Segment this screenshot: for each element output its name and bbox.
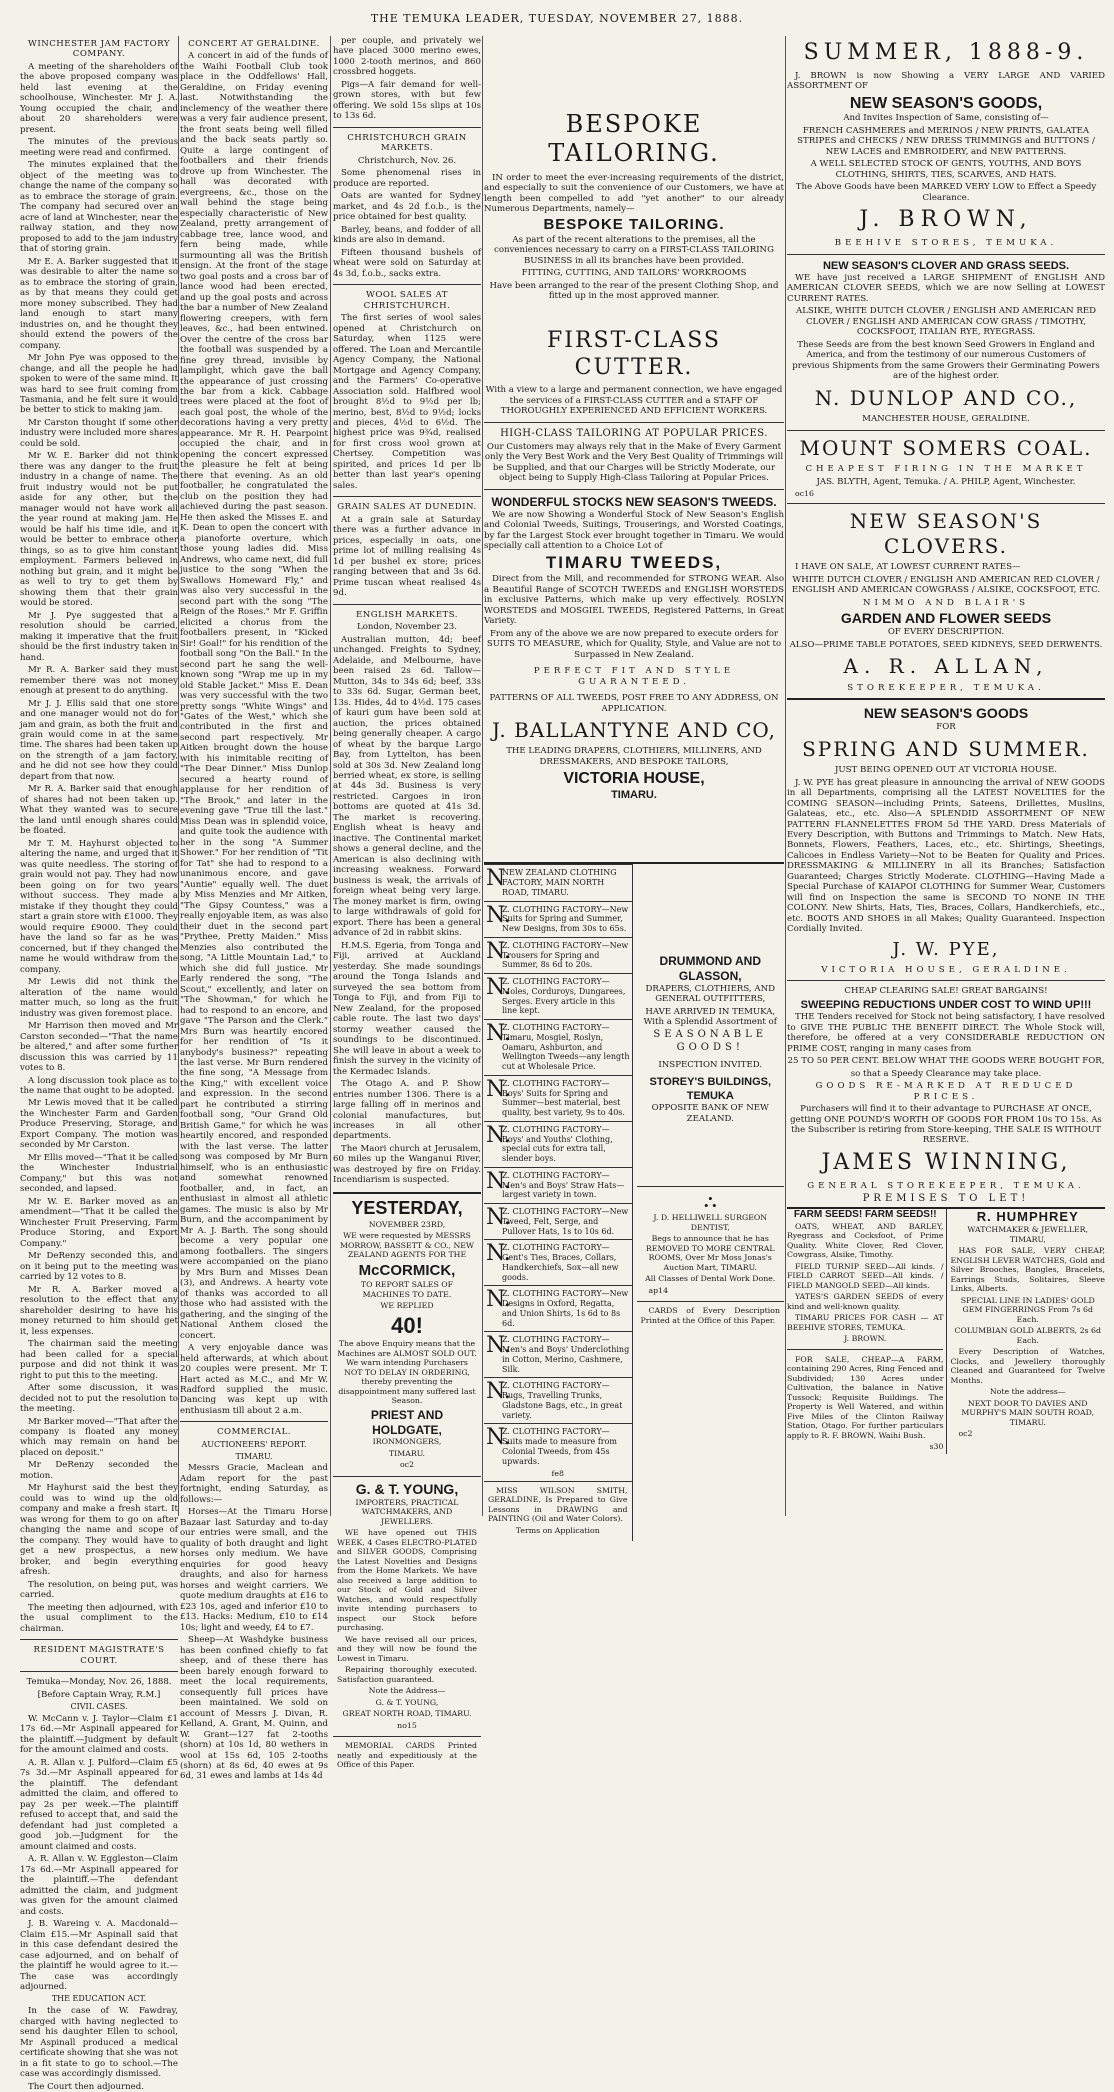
ad-code: s30 <box>929 1442 944 1452</box>
nz-factory-item-text: Z. CLOTHING FACTORY—Boys' and Youths' Clothing, special cuts for extra tall, slender boys. <box>502 1124 613 1164</box>
ad-headline: SUMMER, 1888-9. <box>803 40 1089 65</box>
ad-text: 25 TO 50 PER CENT. BELOW WHAT THE GOODS WERE BOUGHT FOR, <box>787 1056 1105 1067</box>
ad-firm: J. D. HELLIWELL SURGEON DENTIST, <box>653 1213 768 1232</box>
ad-text: OPPOSITE BANK OF NEW ZEALAND. <box>651 1103 769 1124</box>
ad-firm: A. R. ALLAN, <box>843 654 1049 679</box>
ad-text: FOR <box>936 722 956 733</box>
article-paragraph: Mr Harrison then moved and Mr Carston seconded—"That the name be altered," and after some further discussion this was carried by 11 votes to 8. <box>20 1021 178 1074</box>
ad-title: G. & T. YOUNG, <box>355 1480 459 1497</box>
divider <box>787 430 1105 431</box>
ad-text: INSPECTION INVITED. <box>658 1059 763 1070</box>
ad-headline: NEW SEASON'S CLOVERS. <box>849 509 1043 558</box>
divider <box>787 980 1105 981</box>
article-paragraph: Mr DeRenzy seconded the motion. <box>20 1460 178 1481</box>
ad-headline: TIMARU TWEEDS, <box>545 553 723 573</box>
ad-text: The above Enquiry means that the Machines are ALMOST SOLD OUT. We warn intending Purchasers NOT TO DELAY IN ORDERING, thereby preventing the disappointment many suffered last Season. <box>337 1339 477 1406</box>
ad-text: SPECIAL LINE IN LADIES' GOLD GEM FINGERRINGS From 7s 6d Each. <box>960 1295 1095 1324</box>
ad-text: CARDS of Every Description Printed at the Office of this Paper. <box>640 1306 780 1325</box>
dropcap: N. <box>486 1379 511 1405</box>
ad-text: IRONMONGERS, <box>372 1437 442 1447</box>
nz-factory-item-text: Z. CLOTHING FACTORY—New Suits for Spring and Summer, New Designs, from 30s to 65s. <box>502 904 629 934</box>
dateline: Temuka—Monday, Nov. 26, 1888. <box>26 1677 172 1688</box>
ad-headline: NEW SEASON'S CLOVER AND GRASS SEEDS. <box>822 259 1070 272</box>
ad-text: HAS FOR SALE, VERY CHEAP, ENGLISH LEVER WATCHES, Gold and Silver Brooches, Bangles, Bracelets, Earrings Studs, Solitaires, Sleeve Links, Alberts. <box>950 1246 1105 1294</box>
nz-factory-item-text: Z. CLOTHING FACTORY—Boys' Suits for Spring and Summer—best material, best quality, best variety, 9s to 40s. <box>502 1078 625 1118</box>
ad-text: All Classes of Dental Work Done. <box>645 1274 776 1284</box>
court-case: W. McCann v. J. Taylor—Claim £1 17s 6d.—Mr Aspinall appeared for the plaintiff.—Judgment by default for the amount claimed and costs. <box>20 1713 178 1756</box>
nz-factory-item-text: Z. CLOTHING FACTORY—New Trousers for Spring and Summer, 8s 6d to 20s. <box>502 940 629 970</box>
article-paragraph: A concert in aid of the funds of the Waihi Football Club took place in the Oddfellows' Hall, Geraldine, on Friday evening last. Notwithstanding the inclemency of the weather there was a very fair audience present, the front seats being well filled and the back seats partly so. Quite a large contingent of footballers and their friends drove up from Winchester. The hall was decorated with evergreens, &c., those on the wall behind the stage being especially characteristic of New Zealand, pretty arrangement of cabbage tree, lance wood, and fern being made, while surmounting all was the British ensign. At the front of the stage two goal posts and a cross bar of lance wood had been erected, and up the goal posts and across the bar a number of New Zealand flowering creepers, with fern leaves, &c., had been entwined. Over the centre of the cross bar the football was suspended by a fine grey thread, invisible by lamplight, which gave the ball the appearance of just crossing the bar from a kick. Cabbage trees were placed at the foot of each goal post, the whole of the decorations having a very pretty appearance. Mr R. H. Pearpoint occupied the chair, and in opening the concert expressed the pleasure he felt at being there that evening. As an old footballer, he congratulated the club on the position they had achieved during the past season. He then asked the Misses E. and K. Dean to open the concert with a pianoforte overture, which those young ladies did. Miss Andrews, who came next, did full justice to the song "When the Swallows Homeward Fly," and was also very successful in the second part with the song "The Reign of the Roses." Mr F. Griffin elicited a chorus from the footballers present, in "Kicked Sir! Goal!" for his rendition of the football song "On the Ball." In the second part he sang the well-known song "Wrap me up in my old Stable Jacket." Miss E. Dean was very successful with the two pretty songs "White Wings" and "Gates of the West," which she contributed in the first and second part respectively. Mr Aitken brought down the house with his inimitable reciting of "The Dear Dinner." Miss Dunlop secured a hearty round of applause for her rendition of "The Brook," and later in the evening gave "True till the last." Miss Dean was in splendid voice, and quite took the audience with her in the song "A Summer Shower." For her rendition of "Tit for Tat" she had to respond to a unanimous encore, and gave "Auntie" equally well. The duet by Miss Menzies and Mr Aitken, "The Gipsy Countess," was a really enjoyable item, as was also their duet in the second part "Prythee, Pretty Maiden." Miss Menzies also contributed the song, "A Little Mountain Lad," to which she did full justice. Mr Early rendered the song, "The Scout," excellently, and later on "The Showman," for which he had to respond to an encore, and gave "The Parson and the Clerk." Mrs Burn was heartily encored for her rendition of "Is it anybody's business?" repeating the last verse. Mr Burn rendered the fine song, "A Message from the King," with excellent voice and expression. In the second part he contributed a stirring football song, "Our Grand Old British Game," for which he was heartily encored, and responded with the last verse. The latter song was composed by Mr Burn himself, who is an enthusiastic and somewhat renowned footballer, and, in fact, an enthusiast in almost all athletic games. The music is also by Mr Burn, and the accompaniment by Mr A. J. Barth. The song should become a very popular one among footballers. The singers were accompanied on the piano by Mrs Burn and Misses Dean (3), and Andrews. A hearty vote of thanks was accorded to all those who had assisted with the gathering, and the singing of the National Anthem closed the concert. <box>180 51 328 1341</box>
ad-firm: JAMES WINNING, <box>821 1149 1071 1175</box>
ad-title: YESTERDAY, <box>351 1197 463 1218</box>
divider <box>333 496 481 497</box>
ad-text: PREMISES TO LET! <box>862 1193 1030 1205</box>
ad-code: oc2 <box>958 1429 973 1439</box>
nz-factory-item <box>484 1377 632 1423</box>
dateline: Christchurch, Nov. 26. <box>357 155 457 166</box>
ad-text: G. & T. YOUNG, <box>375 1697 439 1707</box>
nz-factory-item <box>484 1423 632 1469</box>
ad-town: TIMARU. <box>611 788 657 801</box>
article-paragraph: Mr T. M. Hayhurst objected to altering the name, and urged that it was quite needless. The storing of grain would not pay. They had now been going on for two years without success. They made a mistake if they thought they could start a grain store with £1000. They would require £9000. They could have the land so far as he was concerned, but if they changed the name he would withdraw from the company. <box>20 838 178 975</box>
ad-text: NEXT DOOR TO DAVIES AND MURPHY'S MAIN SOUTH ROAD, TIMARU. <box>961 1398 1095 1427</box>
ad-text: We have revised all our prices, and they will now be found the Lowest in Timaru. <box>337 1634 477 1663</box>
ad-text: CHEAPEST FIRING IN THE MARKET <box>805 464 1087 475</box>
divider <box>787 698 1105 700</box>
article-paragraph: Mr Hayhurst said the best they could was to wind up the old company and make a fresh start. It was wrong for them to go on after changing the name and scope of the company. They would have to get a new prospectus, a new broker, and begin everything afresh. <box>20 1483 178 1578</box>
ad-firm: J. BALLANTYNE AND CO, <box>491 718 777 743</box>
article-heading: GRAIN SALES AT DUNEDIN. <box>337 502 477 513</box>
article-paragraph: H.M.S. Egeria, from Tonga and Fiji, arrived at Auckland yesterday. She made soundings around the Tonga Islands and surveyed the sea bottom from Tonga to Fiji, and from Fiji to New Zealand, for the proposed cable route. The last two days' stormy weather caused the soundings to be discontinued. She will leave in about a week to finish the survey in the vicinity of the Kermadec Islands. <box>333 940 481 1077</box>
ad-text: SEASONABLE GOODS! <box>653 1029 768 1053</box>
dropcap: N. <box>486 1168 511 1194</box>
section-heading: COMMERCIAL. <box>216 1427 292 1438</box>
article-paragraph: A very enjoyable dance was held afterwards, at which about 20 couples were present. Mr T. Hart acted as M.C., and Mr W. Radford supplied the music. Dancing was kept up with enthusiasm till about 2 a.m. <box>180 1343 328 1416</box>
ad-text: Note the address— <box>989 1387 1066 1397</box>
advertisement-mccormick <box>333 1192 481 1476</box>
nz-factory-item <box>484 1167 632 1203</box>
ad-text: so that a Speedy Clearance may take place. <box>850 1068 1042 1079</box>
humphrey-ad <box>947 1209 1105 1453</box>
ad-text: PERFECT FIT AND STYLE GUARANTEED. <box>533 666 735 687</box>
column-1 <box>20 36 178 2092</box>
ad-text: THE LEADING DRAPERS, CLOTHIERS, MILLINERS, AND DRESSMAKERS, AND BESPOKE TAILORS, <box>506 746 762 767</box>
nz-factory-item-text: Z. CLOTHING FACTORY—Gent's Ties, Braces, Collars, Handkerchiefs, Sox—all new goods. <box>502 1243 619 1282</box>
ad-text: IN order to meet the ever-increasing requirements of the district, and especially to suit the convenience of our Customers, we have at length been compelled to add "yet another" to our already Numerous Departments, namely— <box>484 172 784 214</box>
ad-text: Begs to announce that he has REMOVED TO MORE CENTRAL ROOMS, Over Mr Moss Jonas's Auction Mart, TIMARU. <box>645 1234 775 1272</box>
ad-text: JAS. BLYTH, Agent, Temuka. / A. PHILP, Agent, Winchester. <box>816 476 1076 487</box>
ad-text: COLUMBIAN GOLD ALBERTS, 2s 6d Each. <box>954 1326 1101 1345</box>
ad-text: MANCHESTER HOUSE, GERALDINE. <box>862 414 1030 425</box>
court-case: In the case of W. Fawdray, charged with having neglected to send his daughter Ellen to school, Mr Aspinall produced a medical certificate showing that she was not in a fit state to go to school.—The case was accordingly dismissed. <box>20 2006 178 2080</box>
ad-text: Direct from the Mill, and recommended for STRONG WEAR. Also a Beautiful Range of SCOTCH TWEEDS and ENGLISH WORSTEDS in exclusive Patterns, which make up very effectively. ROSLYN WORSTEDS and MOSGIEL TWEEDS, Registered Patterns, in Great Variety. <box>484 574 784 627</box>
article-paragraph: Mr R. A. Barker said they must remember there was not money enough at present to do anything. <box>20 665 178 697</box>
article-heading: CHRISTCHURCH GRAIN MARKETS. <box>347 132 467 154</box>
ad-code: ap14 <box>648 1285 669 1295</box>
article-paragraph: Mr Barker moved—"That after the company is floated any money which may remain on hand be placed on deposit." <box>20 1416 178 1458</box>
ad-text: HAVE ARRIVED IN TEMUKA, With a Splendid Assortment of <box>643 1006 777 1027</box>
nz-factory-item <box>484 1203 632 1239</box>
article-paragraph: The minutes of the previous meeting were read and confirmed. <box>20 137 178 158</box>
divider <box>484 489 784 490</box>
nz-factory-list <box>484 901 632 1470</box>
dropcap: N. <box>486 975 511 1001</box>
ad-text: IMPORTERS, PRACTICAL WATCHMAKERS, AND JEWELLERS. <box>355 1497 459 1526</box>
article-paragraph: Sheep—At Washdyke business has been confined chiefly to fat sheep, and of these there has been barely enough forward to meet the local requirements, consequently full prices have been maintained. We sold on account of Messrs J. Divan, R. Kelland, A. Grant, M. Quinn, and W. Grant—127 fat 2-tooths (shorn) at 10s 1d, 80 wethers in wool at 15s 6d, 105 2-tooths (shorn) at 8s 6d, 40 ewes at 9s 6d, 31 ewes and lambs at 14s 4d <box>180 1635 328 1782</box>
dropcap: N. <box>486 1205 511 1231</box>
article-paragraph: Pigs—A fair demand for well-grown stores, with but few offering. We sold 15s slips at 10s to 13s 6d. <box>333 79 481 122</box>
nz-factory-item-text: Z. CLOTHING FACTORY—New Designs in Oxford, Regatta, and Union Shirts, 1s 6d to 8s 6d. <box>502 1289 629 1328</box>
court-case: A. R. Allan v. J. Pulford—Claim £5 7s 3d.—Mr Aspinall appeared for the plaintiff. The defendant admitted the claim, and offered to pay 2s per week.—The plaintiff refused to accept that, and said the defendant had just completed a good job.—Judgment for the amount claimed and costs. <box>20 1757 178 1852</box>
ad-text: OF EVERY DESCRIPTION. <box>887 627 1005 638</box>
nz-factory-item-text: Z. CLOTHING FACTORY—Moles, Corduroys, Dungarees, Serges. Every article in this line kept. <box>502 977 626 1016</box>
farm-seeds-ad <box>787 1209 947 1453</box>
ad-signature: J. BROWN. <box>844 1334 887 1344</box>
dropcap: N <box>486 866 506 892</box>
article-paragraph: Mr R. A. Barker said that enough of shares had not been taken up. What they wanted was to secure the land until enough shares could be floated. <box>20 784 178 837</box>
ad-text: BEEHIVE STORES, TEMUKA. <box>834 238 1058 249</box>
ad-headline: FIRST-CLASS CUTTER. <box>547 327 721 380</box>
ad-text: Purchasers will find it to their advantage to PURCHASE AT ONCE, getting ONE POUND'S WORTH OF GOODS FOR FROM 10s TO 15s. As the Subscriber is retiring from Store-keeping, THE SALE IS WITHOUT RESERVE. <box>790 1104 1102 1146</box>
section-subheading: THE EDUCATION ACT. <box>51 1994 147 2004</box>
ad-text: STOREKEEPER, TEMUKA. <box>847 682 1045 693</box>
ad-brand: McCORMICK, <box>358 1261 456 1279</box>
helliwell-ad <box>637 1186 785 1301</box>
ad-text: TO REPORT SALES OF MACHINES TO DATE. <box>360 1280 454 1299</box>
ad-text: MEMORIAL CARDS Printed neatly and expeditiously at the Office of this Paper. <box>337 1741 477 1770</box>
ad-firm: STOREY'S BUILDINGS, TEMUKA <box>649 1076 772 1102</box>
ad-text: ALSO—PRIME TABLE POTATOES, SEED KIDNEYS, SEED DERWENTS. <box>789 639 1103 650</box>
divider <box>787 503 1105 504</box>
article-paragraph: Mr Carston thought if some other industry were included more shares could be sold. <box>20 417 178 449</box>
dropcap: N. <box>486 938 511 964</box>
divider <box>20 1639 178 1640</box>
divider <box>484 422 784 423</box>
ad-firm: N. DUNLOP AND CO., <box>814 385 1078 410</box>
article-paragraph: Mr E. A. Barker suggested that it was desirable to alter the name so as to embrace the storing of grain, as by that means they could get more money subscribed. They had land enough to start many industries on, and he thought they should extend the powers of the company. <box>20 256 178 351</box>
ad-text: J. BROWN is now Showing a VERY LARGE AND VARIED ASSORTMENT OF <box>787 70 1105 92</box>
dropcap: N. <box>486 1122 511 1148</box>
column-divider <box>178 36 179 1516</box>
lower-ads <box>484 862 784 1541</box>
ad-headline: SPRING AND SUMMER. <box>802 736 1090 761</box>
ad-text: VICTORIA HOUSE, GERALDINE. <box>821 964 1071 975</box>
tooth-icon: ⛬ <box>703 1191 717 1213</box>
ad-text: Our Customers may always rely that in the Make of Every Garment only the Very Best Work and the Very Best Quality of Trimmings will be Supplied, and that our Charges will be Strictly Moderate, our object being to Supply High-Class Tailoring at Popular Prices. <box>484 441 784 484</box>
ad-firm: PRIEST AND HOLDGATE, <box>370 1407 444 1437</box>
divider <box>180 1421 328 1422</box>
article-paragraph: The resolution, on being put, was carried. <box>20 1579 178 1601</box>
ad-code: oc2 <box>399 1460 415 1470</box>
ad-headline: NEW SEASON'S GOODS <box>863 705 1029 722</box>
dropcap: N. <box>486 902 511 928</box>
article-paragraph: The Maori church at Jerusalem, 60 miles up the Wanganui River, was destroyed by fire on Friday. Incendiarism is suspected. <box>333 1143 481 1186</box>
ad-headline: SWEEPING REDUCTIONS UNDER COST TO WIND UP!!! <box>800 998 1092 1011</box>
ad-headline: NEW SEASON'S GOODS, <box>849 94 1043 112</box>
ad-text: WE have just received a LARGE SHIPMENT of ENGLISH AND AMERICAN CLOVER SEEDS, which we are now Selling at LOWEST CURRENT RATES. <box>787 272 1105 304</box>
ad-text: Repairing thoroughly executed. Satisfaction guaranteed. <box>337 1665 477 1684</box>
article-heading: WOOL SALES AT CHRISTCHURCH. <box>363 290 451 311</box>
nz-factory-item <box>484 1239 632 1285</box>
column-3 <box>333 36 481 1770</box>
section-subheading: TIMARU. <box>235 1451 273 1461</box>
divider <box>333 127 481 128</box>
ad-text: GENERAL STOREKEEPER, TEMUKA. <box>807 1180 1085 1191</box>
ad-headline: MOUNT SOMERS COAL. <box>799 435 1093 460</box>
ad-firm: J. BROWN, <box>859 207 1033 233</box>
article-paragraph: Mr Lewis did not think the alteration of the name would matter much, so long as the fruit industry was given foremost place. <box>20 977 178 1019</box>
ad-text: Every Description of Watches, Clocks, and Jewellery thoroughly Cleaned and Guaranteed for Twelve Months. <box>950 1347 1105 1385</box>
ad-text: NIMMO AND BLAIR'S <box>863 597 1029 608</box>
ad-firm: J. W. PYE, <box>892 938 1000 960</box>
article-paragraph: Horses—At the Timaru Horse Bazaar last Saturday and to-day our entries were small, and the quality of both draught and light horses only medium. We have enquiries for good heavy draughts, and also for harness horses and weight carriers. We quote medium draughts at £16 to £23 10s, aged and inferior £10 to £13. Hacks: Medium, £10 to £14 10s; light and weedy, £4 to £7. <box>180 1507 328 1633</box>
dropcap: N. <box>486 1287 511 1313</box>
ad-subheadline: BESPOKE TAILORING. <box>543 216 725 234</box>
article-paragraph: Oats are wanted for Sydney market, and 4s 2d f.o.b., is the price obtained for best quality. <box>333 191 481 223</box>
ad-code: no15 <box>397 1720 417 1730</box>
ad-text: We are now Showing a Wonderful Stock of New Season's English and Colonial Tweeds, Suitings, Trouserings, and Worsted Coatings, by far the Largest Stock ever brought together in Timaru. We would specially call attention to a Choice Lot of <box>484 509 784 551</box>
article-paragraph: At a grain sale at Saturday there was a further advance in prices, especially in oats, one prime lot of milling realising 4s 1d per bushel ex store; prices ranging between that and 3s 6d. Prime tuscan wheat realised 4s 9d. <box>333 514 481 599</box>
dropcap: N. <box>486 1333 511 1359</box>
ad-headline: GARDEN AND FLOWER SEEDS <box>840 610 1052 627</box>
ad-code: fe8 <box>551 1469 564 1479</box>
ad-list: WHITE DUTCH CLOVER / ENGLISH AND AMERICAN RED CLOVER / ENGLISH AND AMERICAN COWGRASS / ALSIKE, COCKSFOOT, ETC. <box>791 574 1101 596</box>
ad-text: Note the Address— <box>368 1686 446 1696</box>
nz-factory-item <box>484 1285 632 1331</box>
ad-list: FIELD TURNIP SEED—All kinds. / FIELD CARROT SEED—All kinds. / FIELD MANGOLD SEED—All kinds. <box>787 1261 944 1290</box>
article-paragraph: After some discussion, it was decided not to put the resolution to the meeting. <box>20 1383 178 1415</box>
ad-headline: HIGH-CLASS TAILORING AT POPULAR PRICES. <box>500 427 768 439</box>
article-paragraph: The Court then adjourned. <box>28 2081 144 2092</box>
ad-text: With a view to a large and permanent connection, we have engaged the services of a FIRST-CLASS CUTTER and a STAFF OF THOROUGHLY EXPERIENCED AND EFFICIENT WORKERS. <box>485 385 783 417</box>
advertisement-young <box>333 1476 481 1737</box>
article-paragraph: Mr DeRenzy seconded this, and on it being put to the meeting was carried by 12 votes to 8. <box>20 1251 178 1283</box>
ad-firm: VICTORIA HOUSE, <box>563 770 705 788</box>
article-paragraph: A long discussion took place as to the name that ought to be adopted. <box>20 1075 178 1096</box>
article-paragraph: The first series of wool sales opened at Christchurch on Saturday, when 1125 were offered. The Loan and Mercantile Agency Company, the National Mortgage and Agency Company, and the Farmers' Co-operative Association sold. Halfbred wool brought 8½d to 9½d per lb; merino, best, 8½d to 9½d; locks and pieces, 4½d to 6½d. The highest price was 9¾d, realised for first cross wool grown at Chertsey. Competition was spirited, and prices 1d per lb better than last year's opening sales. <box>333 313 481 491</box>
ad-date: NOVEMBER 23RD, <box>368 1219 446 1229</box>
ad-firm: DRUMMOND AND GLASSON, <box>659 954 762 983</box>
ad-text: J. W. PYE has great pleasure in announcing the arrival of NEW GOODS in all Departments, comprising all the LATEST NOVELTIES for the COMING SEASON—including Prints, Sateens, Drillettes, Muslins, Galateas, etc., etc. Also—A SPLENDID ASSORTMENT OF NEW PATTERN FLANNELETTES FROM 5d THE YARD. Dress Materials of Every Description, with Buttons and Trimmings to Match. New Hats, Bonnets, Flowers, Feathers, Laces, etc., etc. Shirtings, Sheetings, Calicoes in Endless Variety—Not to be Beaten for Quality and Prices. DRESSMAKING & MILLINERY in all its Branches; Satisfaction Guaranteed; Charges Strictly Moderate. CLOTHING—Having Made a Special Purchase of KAIAPOI CLOTHING for Summer Wear, Customers will find on Inspection the same is SECOND TO NONE IN THE COLONY. New Shirts, Hats, Ties, Braces, Collars, Handkerchiefs, etc., etc. BOOTS AND SHOES in all Makes; Quality Guaranteed. Inspection Cordially Invited. <box>787 777 1105 935</box>
article-heading: ENGLISH MARKETS. <box>355 609 459 620</box>
article-paragraph: Mr Ellis moved—"That it be called the Winchester Industrial Company," but this was not seconded, and lapsed. <box>20 1152 178 1195</box>
ad-text: FITTING, CUTTING, AND TAILORS' WORKROOMS <box>521 268 747 279</box>
article-paragraph: Messrs Gracie, Maclean and Adam report for the past fortnight, ending Saturday, as follows:— <box>180 1463 328 1505</box>
nz-factory-item-text: Z. CLOTHING FACTORY—Rugs, Travelling Trunks, Gladstone Bags, etc., in great variety. <box>502 1381 623 1420</box>
article-paragraph: Some phenomenal rises in produce are reported. <box>333 168 481 189</box>
ad-list: FRENCH CASHMERES and MERINOS / NEW PRINTS, GALATEA STRIPES and CHECKS / NEW DRESS TRIMMINGS and BUTTONS / NEW LACES and EMBROIDERY, and NEW PATTERNS. <box>797 125 1095 157</box>
divider <box>787 1349 943 1350</box>
ad-text: WATCHMAKER & JEWELLER, TIMARU, <box>967 1225 1089 1244</box>
ad-text: CHEAP CLEARING SALE! GREAT BARGAINS! <box>844 986 1048 997</box>
nz-factory-header: N NEW ZEALAND CLOTHING FACTORY, MAIN NORTH ROAD, TIMARU. <box>484 864 632 900</box>
column-divider <box>482 36 483 1516</box>
ad-text: These Seeds are from the best known Seed Growers in England and America, and from the testimony of our numerous Customers of previous Shipments from the same Growers their Germinating Powers are of the highest order. <box>792 339 1100 382</box>
column-divider <box>785 36 786 1516</box>
masthead: THE TEMUKA LEADER, TUESDAY, NOVEMBER 27, 1888. <box>370 12 744 25</box>
ad-text: Terms on Application <box>515 1525 600 1535</box>
article-heading: CONCERT AT GERALDINE. <box>188 39 320 49</box>
ad-text: THE Tenders received for Stock not being satisfactory, I have resolved to GIVE THE PUBLIC THE BENEFIT DIRECT. The Whole Stock will, therefore, be offered at a very CONSIDERABLE REDUCTION ON PRIME COST, ranging in many cases from <box>787 1012 1105 1054</box>
cards-ad <box>637 1301 785 1331</box>
court-case: J. B. Wareing v. A. Macdonald—Claim £15.—Mr Aspinall said that in this case defendant desired the case adjourned, and on behalf of the plaintiff he would agree to it.—The case was accordingly adjourned. <box>20 1919 178 1992</box>
nz-factory-item-text: Z. CLOTHING FACTORY—Men's and Boys' Underclothing in Cotton, Merino, Cashmere, Silk. <box>502 1335 630 1374</box>
ad-text: The Above Goods have been MARKED VERY LOW to Effect a Speedy Clearance. <box>795 182 1097 203</box>
ad-headline: FARM SEEDS! FARM SEEDS!! <box>793 1209 937 1221</box>
article-paragraph: The meeting then adjourned, with the usual compliment to the chairman. <box>20 1602 178 1634</box>
nz-factory-item-text: Z. CLOTHING FACTORY—Timaru, Mosgiel, Roslyn, Oamaru, Ashburton, and Wellington Tweeds—any length cut at Wholesale Price. <box>502 1023 630 1072</box>
ad-text: GREAT NORTH ROAD, TIMARU. <box>342 1709 472 1719</box>
article-paragraph: Barley, beans, and fodder of all kinds are also in demand. <box>333 224 481 246</box>
advertisement-memorial-cards <box>333 1736 481 1776</box>
column-4 <box>484 36 784 1535</box>
court-bench: [Before Captain Wray, R.M.] <box>37 1689 161 1700</box>
ad-text: YATES'S GARDEN SEEDS of every kind and well-known quality. <box>787 1292 944 1311</box>
article-paragraph: The chairman said the meeting had been called for a special purpose and did not think it was right to put this to the meeting. <box>20 1339 178 1381</box>
ad-text: TIMARU. <box>388 1448 426 1458</box>
ad-text: JUST BEING OPENED OUT AT VICTORIA HOUSE. <box>834 765 1058 776</box>
ad-text: Have been arranged to the rear of the present Clothing Shop, and fitted up in the most approved manner. <box>489 280 779 302</box>
article-paragraph: Mr J. Pye suggested that a resolution should be carried, making it imperative that the fruit should be the first industry taken in hand. <box>20 610 178 663</box>
divider <box>787 254 1105 255</box>
nz-clothing-factory-ad <box>484 864 633 1541</box>
ad-text: PATTERNS OF ALL TWEEDS, POST FREE TO ANY ADDRESS, ON APPLICATION. <box>489 693 779 714</box>
article-paragraph: Mr W. E. Barker moved as an amendment—"That it be called the Winchester Fruit Preserving, Farm Produce Storing, and Export Company." <box>20 1196 178 1249</box>
drummond-glasson-ad <box>633 864 785 1541</box>
ad-text: As part of the recent alterations to the premises, all the conveniences necessary to carry on a FIRST-CLASS TAILORING BUSINESS in all its branches have been provided. <box>494 234 774 266</box>
nz-factory-item <box>484 973 632 1019</box>
lower-ads <box>787 1207 1105 1453</box>
article-paragraph: The minutes explained that the object of the meeting was to change the name of the company so as to embrace the storage of grain. The company had secured over an acre of land at Winchester, near the railway station, and they now proposed to add to the jam industry that of storing grain. <box>20 160 178 255</box>
ad-list: ALSIKE, WHITE DUTCH CLOVER / ENGLISH AND AMERICAN RED CLOVER / ENGLISH AND AMERICAN COW GRASS / TIMOTHY, COCKSFOOT, ITALIAN RYE, RYEGRASS. <box>796 306 1096 338</box>
dropcap: N. <box>486 1021 511 1047</box>
ad-number: 40! <box>391 1312 423 1338</box>
divider <box>333 284 481 285</box>
article-heading: RESIDENT MAGISTRATE'S COURT. <box>33 1645 165 1666</box>
ad-text: OATS, WHEAT, AND BARLEY, Ryegrass and Cocksfoot, of Prime Quality. White Clover, Red Clover, Cowgrass, Alsike, Timothy. <box>787 1221 944 1260</box>
divider <box>333 604 481 605</box>
article-paragraph: The Otago A. and P. Show entries number 1306. There is a large falling off in merinos and colonial manufactures, but increases in all other departments. <box>333 1079 481 1142</box>
ad-headline: BESPOKE TAILORING. <box>548 110 720 168</box>
wilson-smith-ad <box>484 1481 632 1542</box>
ad-text: MISS WILSON SMITH, GERALDINE, Is Prepared to Give Lessons in DRAWING and PAINTING (Oil and Water Colors). <box>488 1485 628 1524</box>
ad-text: From any of the above we are now prepared to execute orders for SUITS TO MEASURE, which for Quality, Style, and Value are not to Surpassed in New Zealand. <box>486 628 782 660</box>
ad-text: GOODS RE-MARKED AT REDUCED PRICES. <box>815 1081 1077 1102</box>
ad-text: WE REPLIED <box>380 1301 434 1311</box>
nz-factory-item-text: Z. CLOTHING FACTORY—Men's and Boys' Straw Hats—largest variety in town. <box>502 1170 625 1200</box>
dropcap: N. <box>486 1425 511 1451</box>
ad-text: DRAPERS, CLOTHIERS, AND GENERAL OUTFITTERS, <box>645 983 775 1005</box>
article-paragraph: Fifteen thousand bushels of wheat were sold on Saturday at 4s 3d, f.o.b., sacks extra. <box>333 247 481 279</box>
article-paragraph: Mr Lewis moved that it be called the Winchester Farm and Garden Produce Preserving, Storage, and Export Company. The motion was seconded by Mr Carston. <box>20 1098 178 1151</box>
ad-text: WE were requested by MESSRS MORROW, BASSETT & CO., NEW ZEALAND AGENTS FOR THE <box>339 1231 475 1260</box>
divider <box>20 1671 178 1672</box>
column-2 <box>180 36 328 1782</box>
ad-text: And Invites Inspection of Same, consisting of— <box>843 113 1049 124</box>
nz-factory-item-text: Z. CLOTHING FACTORY—New Tweed, Felt, Serge, and Pullover Hats, 1s to 10s 6d. <box>502 1207 629 1236</box>
article-paragraph: Mr W. E. Barker did not think there was any danger to the fruit industry in a change of name. The fruit industry would not be put aside for any other, but the manager would not have work all the year round at making jam. He would be half his time idle, and it would be better to embrace other things, so as to give him constant employment. Farmers believed in nothing but grain, and it might be as well to try to get them by showing them that their grain would be stored. <box>20 451 178 609</box>
article-paragraph: Australian mutton, 4d; beef unchanged. Freights to Sydney, Adelaide, and Melbourne, have been raised 2s 6d. Tallow—Mutton, 34s to 34s 6d; beef, 33s to 33s 6d. Sugar, German beet, 13s. Hides, 4d to 4½d. 175 cases of kauri gum have been sold at auction, the prices obtained being generally cheaper. A cargo of wheat by the barque Largo Bay, from Lyttelton, has been sold at 30s 3d. New Zealand long berried wheat, ex store, is selling at 44s 3d. Business is very restricted. Cargoes in iron bottoms are quoted at 41s 3d. The market is recovering. English wheat is heavy and inactive. The Continental market shows a general decline, and the American is also declining with increasing weakness. Forward business is weak, the arrivals of foreign wheat being very large. The money market is firm, owing to large withdrawals of gold for export. There has been a general advance of 2d in rabbit skins. <box>333 634 481 939</box>
ad-text: TIMARU PRICES FOR CASH — AT BEEHIVE STORES, TEMUKA. <box>787 1313 944 1332</box>
ad-text: A WELL SELECTED STOCK OF GENTS, YOUTHS, AND BOYS CLOTHING, SHIRTS, TIES, SCARVES, AND HATS. <box>810 159 1082 180</box>
article-paragraph: Mr R. A. Barker moved a resolution to the effect that any shareholder desiring to have his money returned to him should get it, less expenses. <box>20 1284 178 1337</box>
ad-headline: WONDERFUL STOCKS NEW SEASON'S TWEEDS. <box>491 494 777 509</box>
nz-factory-item <box>484 937 632 973</box>
article-paragraph: Mr J. J. Ellis said that one store and one manager would not do for jam and grain, as both the fruit and grain would come in at the same time. The shares had been taken up on the strength of a jam factory, and he did not see how they could depart from that now. <box>20 698 178 782</box>
dateline: London, November 23. <box>357 622 457 633</box>
section-subheading: CIVIL CASES. <box>70 1702 128 1712</box>
ad-text: I HAVE ON SALE, AT LOWEST CURRENT RATES— <box>795 562 1021 573</box>
ad-code: oc16 <box>795 488 814 498</box>
article-paragraph: A meeting of the shareholders of the above proposed company was held last evening at the schoolhouse, Winchester. Mr J. A. Young occupied the chair, and about 20 shareholders were present. <box>20 61 178 135</box>
article-paragraph: Mr John Pye was opposed to the change, and all the people he had spoken to were of the same mind. It was hard to see fruit coming from Tasmania, and he felt sure it would be better to stick to making jam. <box>20 353 178 416</box>
column-divider <box>330 36 331 1516</box>
nz-factory-item <box>484 1075 632 1121</box>
dropcap: N. <box>486 1076 511 1102</box>
article-paragraph: per couple, and privately we have placed 3000 merino ewes, 1000 2-tooth merinos, and 860 crossbred hoggets. <box>333 36 481 78</box>
nz-factory-item <box>484 1331 632 1377</box>
court-case: A. R. Allan v. W. Eggleston—Claim 17s 6d.—Mr Aspinall appeared for the plaintiff.—The defendant admitted the claim, and judgment was given for the amount claimed and costs. <box>20 1854 178 1917</box>
nz-factory-item <box>484 1019 632 1075</box>
section-subheading: AUCTIONEERS' REPORT. <box>201 1439 307 1449</box>
ad-firm: R. HUMPHREY <box>976 1209 1079 1225</box>
nz-factory-item <box>484 1121 632 1167</box>
ad-text: FOR SALE, CHEAP—A FARM, containing 290 Acres, Ring Fenced and Subdivided; 130 Acres under Cultivation, the balance in Native Tussock; Requisite Buildings. The Property is Well Watered, and within Five Miles of the Clinton Railway Station, Otago. For further particulars apply to R. F. BROWN, Waihi Bush. <box>787 1354 944 1440</box>
dropcap: N. <box>486 1241 511 1267</box>
column-5 <box>787 36 1105 1516</box>
article-heading: WINCHESTER JAM FACTORY COMPANY. <box>27 39 171 60</box>
nz-factory-item-text: Z. CLOTHING FACTORY—Suits made to measure from Colonial Tweeds, from 45s upwards. <box>502 1427 618 1466</box>
nz-factory-item <box>484 901 632 937</box>
ad-text: WE have opened out THIS WEEK, 4 Cases ELECTRO-PLATED and SILVER GOODS, Comprising the Latest Novelties and Designs from the Home Markets. We have also received a large addition to our Stock of Gold and Silver Watches, and would respectfully invite intending purchasers to inspect our Stock before purchasing. <box>337 1528 477 1633</box>
